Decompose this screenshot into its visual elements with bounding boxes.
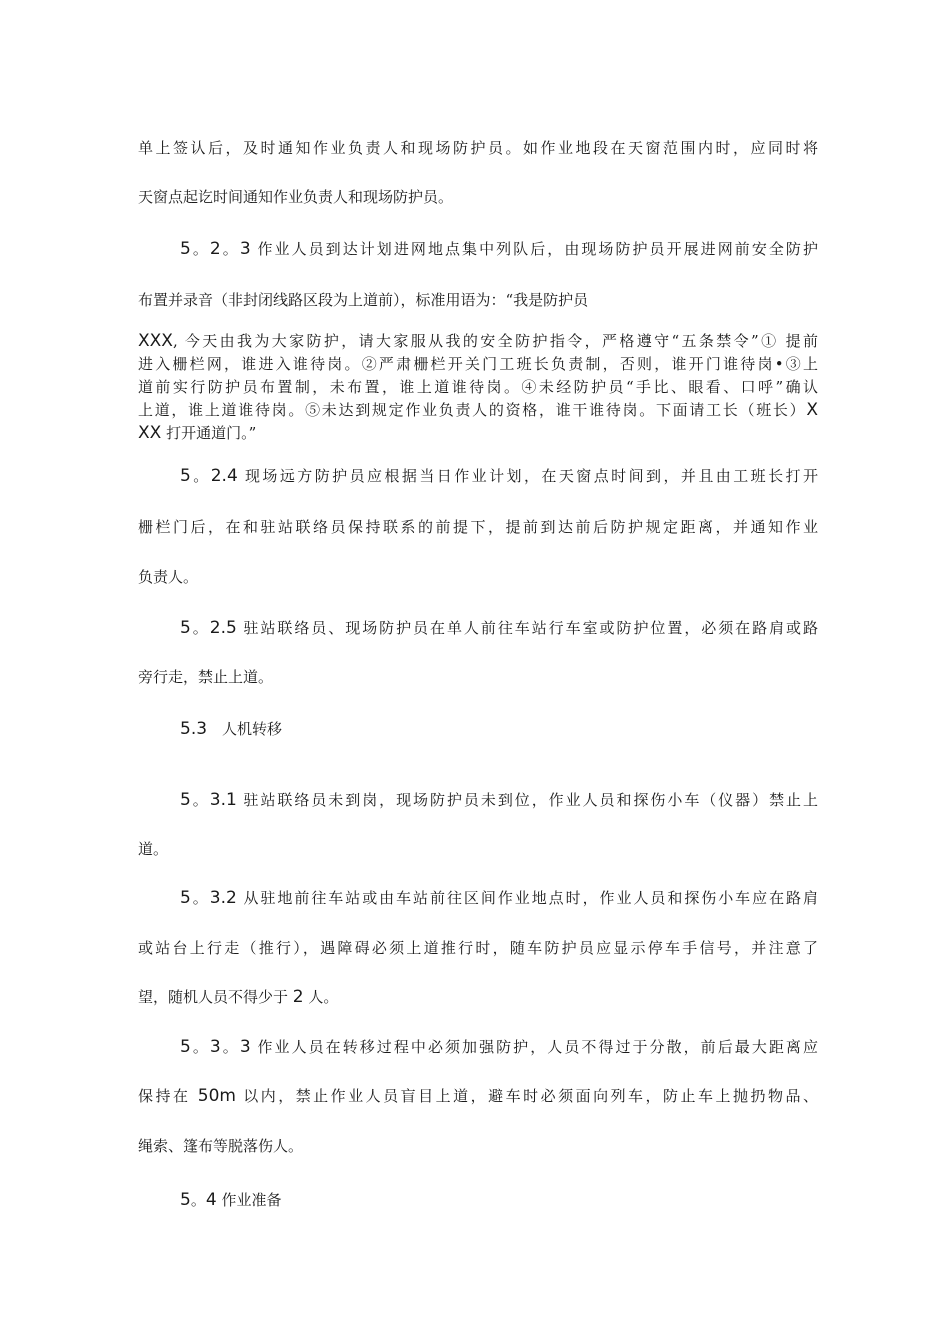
text-line: XXX, 今天由我为大家防护，请大家服从我的安全防护指令，严格遵守“五条禁令”① 提前 <box>138 331 818 351</box>
text-line: 道。 <box>138 840 169 858</box>
text-line: 布置并录音（非封闭线路区段为上道前），标准用语为：“我是防护员 <box>138 291 589 309</box>
section-5-3-3-heading-line: 5。3。3 作业人员在转移过程中必须加强防护，人员不得过于分散，前后最大距离应 <box>180 1037 818 1057</box>
section-5-2-4-heading-line: 5。2.4 现场远方防护员应根据当日作业计划，在天窗点时间到，并且由工班长打开 <box>180 466 818 486</box>
section-5-3-1-heading-line: 5。3.1 驻站联络员未到岗，现场防护员未到位，作业人员和探伤小车（仪器）禁止上 <box>180 790 818 810</box>
text-line: 或站台上行走（推行），遇障碍必须上道推行时，随车防护员应显示停车手信号，并注意了 <box>138 939 818 957</box>
text-line: 天窗点起讫时间通知作业负责人和现场防护员。 <box>138 188 454 206</box>
text-line: 上道，谁上道谁待岗。⑤未达到规定作业负责人的资格，谁干谁待岗。下面请工长（班长）X <box>138 400 818 420</box>
text-line: XX 打开通道门。” <box>138 423 257 443</box>
text-line: 保持在 50m 以内，禁止作业人员盲目上道，避车时必须面向列车，防止车上抛扔物品、 <box>138 1086 818 1106</box>
text-line: 进入栅栏网，谁进入谁待岗。②严肃栅栏开关门工班长负责制，否则，谁开门谁待岗•③上 <box>138 355 818 373</box>
text-line: 旁行走，禁止上道。 <box>138 668 274 686</box>
section-5-3-heading: 5.3 人机转移 <box>180 719 283 739</box>
text-line: 望，随机人员不得少于 2 人。 <box>138 987 339 1007</box>
text-line: 栅栏门后，在和驻站联络员保持联系的前提下，提前到达前后防护规定距离，并通知作业 <box>138 518 818 536</box>
text-line: 道前实行防护员布置制，未布置，谁上道谁待岗。④未经防护员“手比、眼看、口呼”确认 <box>138 378 818 396</box>
text-line: 单上签认后，及时通知作业负责人和现场防护员。如作业地段在天窗范围内时，应同时将 <box>138 139 818 157</box>
section-5-2-3-heading-line: 5。2。3 作业人员到达计划进网地点集中列队后，由现场防护员开展进网前安全防护 <box>180 239 818 259</box>
section-5-2-5-heading-line: 5。2.5 驻站联络员、现场防护员在单人前往车站行车室或防护位置，必须在路肩或路 <box>180 618 818 638</box>
text-line: 负责人。 <box>138 568 199 586</box>
section-5-3-2-heading-line: 5。3.2 从驻地前往车站或由车站前往区间作业地点时，作业人员和探伤小车应在路肩 <box>180 888 818 908</box>
section-5-4-heading: 5。4 作业准备 <box>180 1190 282 1210</box>
text-line: 绳索、篷布等脱落伤人。 <box>138 1137 304 1155</box>
